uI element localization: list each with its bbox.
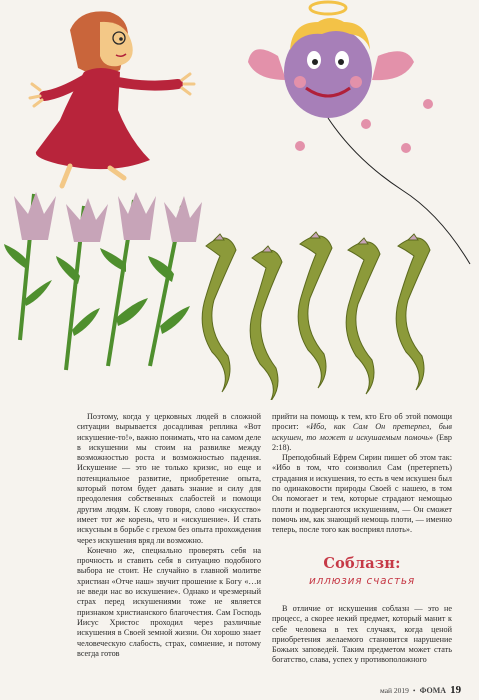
left-text-column bbox=[77, 412, 261, 659]
lower-text-column bbox=[272, 604, 452, 666]
continued-paragraph bbox=[272, 412, 452, 453]
snake-row bbox=[202, 232, 430, 400]
issue-date: май 2019 bbox=[380, 686, 409, 695]
tulip bbox=[148, 196, 202, 366]
scripture-reference: » (Евр 2:18). bbox=[272, 432, 453, 452]
section-heading bbox=[272, 555, 452, 587]
paragraph-text: прийти на помощь к тем, кто Его об этой помощи просит: « bbox=[272, 412, 452, 432]
snake bbox=[346, 238, 380, 394]
tulip bbox=[4, 192, 56, 340]
snake bbox=[250, 246, 282, 400]
page-footer bbox=[380, 680, 470, 694]
tulip bbox=[100, 192, 156, 366]
snake bbox=[202, 234, 236, 392]
paragraph: В отличие от искушения соблазн — это не процесс, а скорее некий предмет, который манит к себе человека в тех случаях, когда ценой приобретения желаемого становится нарушение Божьих заповедей. Таким предметом может стать богатство, слава, успех у противоположного bbox=[272, 604, 452, 665]
tulip-row bbox=[4, 192, 202, 370]
right-text-column bbox=[272, 412, 452, 536]
page-number: 19 bbox=[450, 684, 462, 696]
paragraph: Преподобный Ефрем Сирин пишет об этом так: «Ибо в том, что соизволил Сам (претерпеть) страдания и искушения, то есть в чем искушен был по одинаковости природы Своей с нашею, в том Он помогает и тем, которые страдают немощью плоти и подвергаются искушениям, — Он сможет помочь им, как знающий немощь плоти, — именно теперь, после того как восприял плоть». bbox=[272, 453, 452, 535]
footer-separator: • bbox=[412, 686, 416, 695]
magazine-name: ФОМА bbox=[419, 686, 447, 695]
paragraph: Поэтому, когда у церковных людей в сложной ситуации вырывается досадливая реплика «Вот искушение-то!», важно понимать, что на самом деле в искушении мы стоим на развилке между возможностью роста и возможностью падения. Искушение — это не только кризис, но еще и потенциальное развитие, приобретение опыта, который потом будет давать знание и силу для преодоления собственных слабостей и помощи другим людям. К слову говоря, слово «искусство» имеет тот же корень, что и «искушение». И стать искусным в борьбе с грехом без опыта прохождения через искушения вряд ли возможно. bbox=[77, 412, 261, 545]
section-title: Соблазн: bbox=[323, 555, 401, 572]
scripture-quote: Ибо, как Сам Он претерпел, быв искушен, то может и искушаемым помочь bbox=[272, 422, 452, 442]
section-subtitle: иллюзия счастья bbox=[309, 575, 415, 587]
angel-balloon bbox=[248, 2, 470, 264]
snake bbox=[396, 234, 430, 390]
snake bbox=[298, 232, 332, 388]
paragraph: Конечно же, специально проверять себя на прочность и ставить себя в ситуацию подобного выбора не стоит. Не случайно в главной молитве христиан «Отче наш» звучит прошение к Богу «…и не введи нас во искушение». Однако и чрезмерный страх перед искушениями тоже не является признаком христианского благочестия. Сам Господь Иисус Христос проходил через различные искушения в Своей земной жизни. Он хорошо знает человеческую слабость, страх, сомнение, и потому всегда готов bbox=[77, 545, 261, 658]
girl-figure bbox=[30, 11, 194, 186]
tulip bbox=[56, 198, 108, 370]
